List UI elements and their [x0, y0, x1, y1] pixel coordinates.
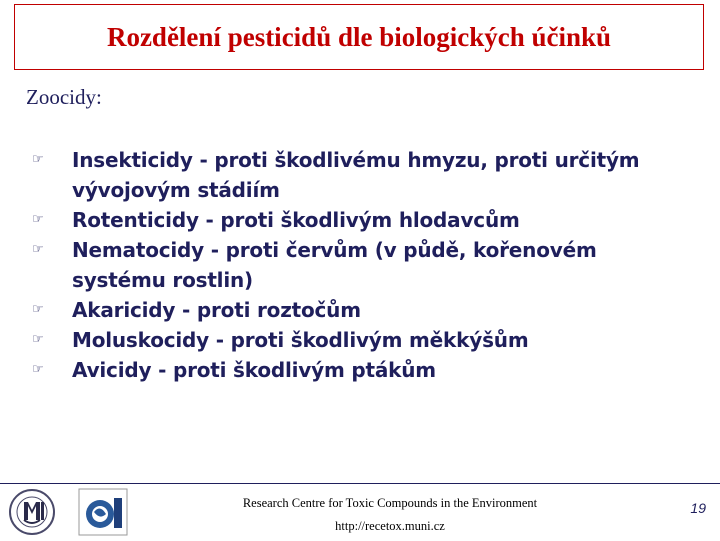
pointing-hand-icon: ☞: [32, 362, 44, 377]
recetox-logo: [78, 488, 128, 536]
pointing-hand-icon: ☞: [32, 212, 44, 227]
list-item-text: Rotenticidy - proti škodlivým hlodavcům: [72, 208, 520, 232]
pointing-hand-icon: ☞: [32, 152, 44, 167]
list-item: [30, 295, 690, 325]
list-item: [30, 205, 690, 235]
masaryk-university-logo: [4, 488, 60, 536]
footer-url-link[interactable]: http://recetox.muni.cz: [335, 519, 445, 533]
footer-centre-name: Research Centre for Toxic Compounds in the Environment: [242, 496, 538, 510]
list-item-text: Avicidy - proti škodlivým ptákům: [72, 358, 436, 382]
list-item: [30, 145, 690, 205]
pointing-hand-icon: ☞: [32, 302, 44, 317]
list-item: [30, 235, 690, 295]
list-item-text: Moluskocidy - proti škodlivým měkkýšům: [72, 328, 529, 352]
title-box: [14, 4, 704, 70]
pointing-hand-icon: ☞: [32, 332, 44, 347]
list-item-text: Insekticidy - proti škodlivému hmyzu, proti určitým vývojovým stádiím: [72, 148, 640, 202]
list-item: [30, 355, 690, 385]
list-item-text: Nematocidy - proti červům (v půdě, kořenovém systému rostlin): [72, 238, 597, 292]
list-item-text: Akaricidy - proti roztočům: [72, 298, 361, 322]
footer-divider: [0, 483, 720, 484]
pointing-hand-icon: ☞: [32, 242, 44, 257]
page-number: 19: [690, 500, 706, 516]
bullet-list: [30, 145, 690, 385]
slide-title: Rozdělení pesticidů dle biologických účinků: [106, 21, 612, 52]
section-heading: Zoocidy:: [26, 85, 102, 109]
list-item: [30, 325, 690, 355]
